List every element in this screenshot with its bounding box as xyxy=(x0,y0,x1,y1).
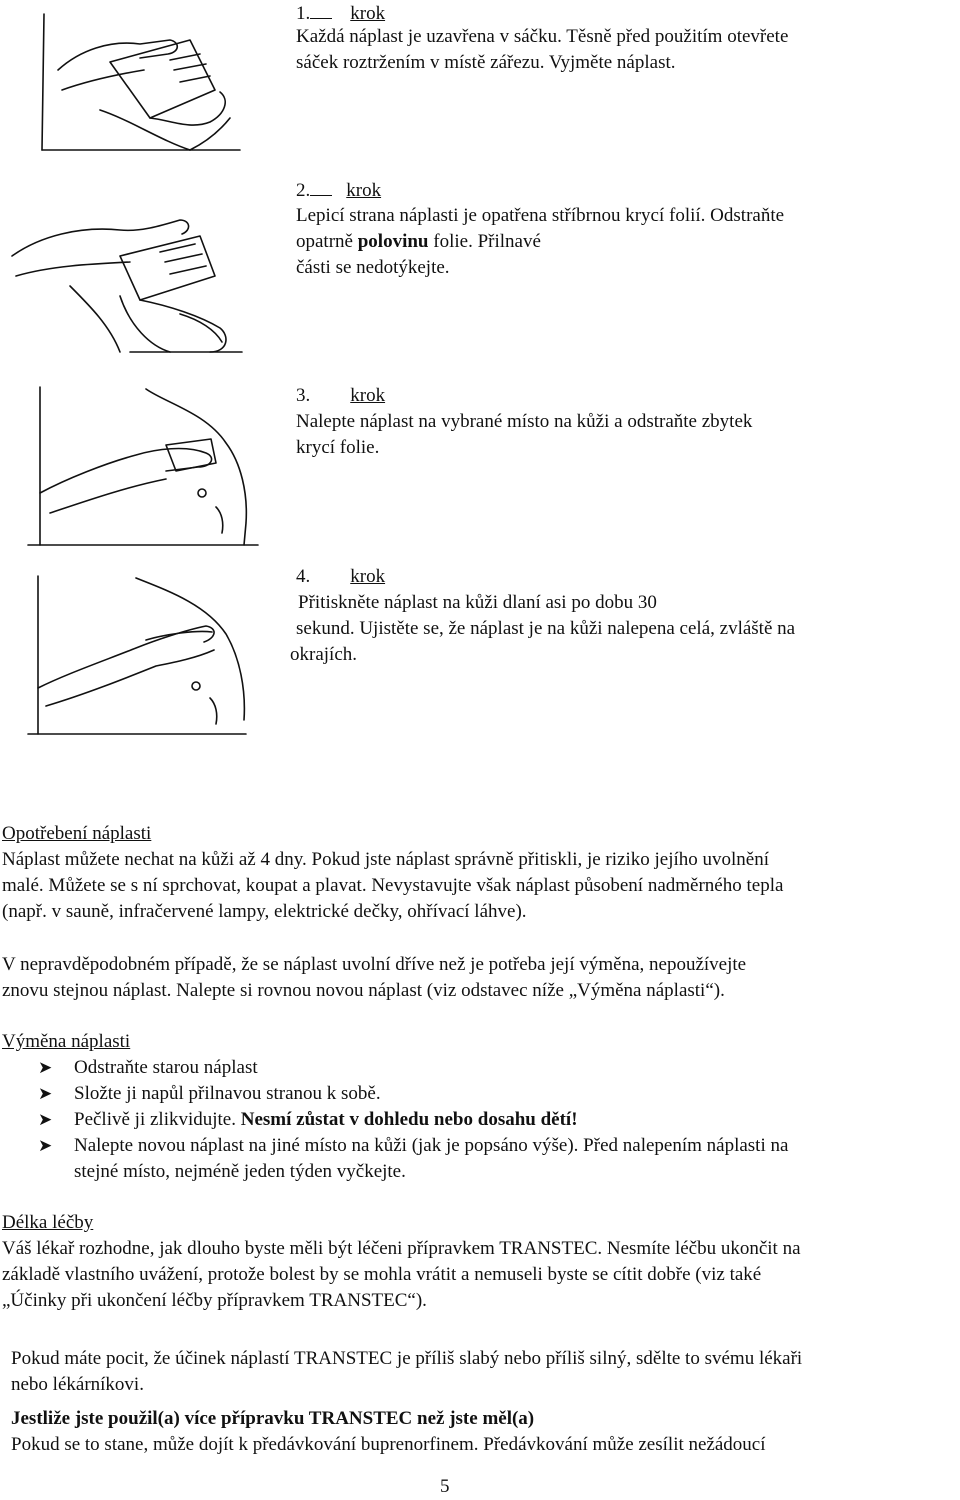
text-span: opatrně xyxy=(296,231,358,252)
step-4-header xyxy=(296,564,385,590)
section-heading: Výměna náplasti xyxy=(2,1031,131,1052)
step-1-line-2: sáček roztržením v místě zářezu. Vyjměte náplast. xyxy=(296,52,676,73)
page-number: 5 xyxy=(440,1476,450,1497)
arrowhead-bullet-icon: ➤ xyxy=(38,1136,53,1155)
step-2-header xyxy=(296,177,381,204)
step-3-line-2: krycí folie. xyxy=(296,437,380,458)
wearing-line-2: malé. Můžete se s ní sprchovat, koupat a plavat. Nevystavujte však náplast působení nadměrného tepla xyxy=(2,875,784,896)
hands-opening-sachet-illustration xyxy=(40,10,245,162)
wearing-line-1: Náplast můžete nechat na kůži až 4 dny. Pokud jste náplast správně přitiskli, je riziko jejího uvolnění xyxy=(2,849,770,870)
step-1-header xyxy=(296,0,385,27)
list-item xyxy=(2,1133,957,1185)
step-number: 3. xyxy=(296,385,311,406)
step-1-line-1: Každá náplast je uzavřena v sáčku. Těsně před použitím otevřete xyxy=(296,26,789,47)
strength-line-1: Pokud máte pocit, že účinek náplastí TRANSTEC je příliš slabý nebo příliš silný, sdělte to svému lékaři xyxy=(11,1348,803,1369)
emphasis-polovinu: polovinu xyxy=(357,231,429,252)
section-heading: Jestliže jste použil(a) více přípravku TRANSTEC než jste měl(a) xyxy=(11,1408,535,1429)
hands-peeling-foil-illustration xyxy=(10,196,245,364)
list-item xyxy=(2,1107,957,1133)
step-label: krok xyxy=(350,3,386,24)
loosening-line-2: znovu stejnou náplast. Nalepte si rovnou novou náplast (viz odstavec níže „Výměna náplasti“). xyxy=(2,980,725,1001)
warning-text: Nesmí zůstat v dohledu nebo dosahu dětí! xyxy=(240,1109,578,1130)
step-2-text xyxy=(296,203,916,281)
section-heading: Opotřebení náplasti xyxy=(2,823,152,844)
hand-applying-patch-chest-illustration xyxy=(26,383,262,549)
step-2-line-2 xyxy=(296,229,916,255)
step-3-text xyxy=(296,409,916,461)
step-label: krok xyxy=(350,385,386,406)
step-4-line-1: Přitiskněte náplast na kůži dlaní asi po dobu 30 xyxy=(298,592,657,613)
loosening-line-1: V nepravděpodobném případě, že se náplast uvolní dříve než je potřeba její výměna, nepoužívejte xyxy=(2,954,747,975)
step-4-text xyxy=(290,590,930,668)
overdose-line-1: Pokud se to stane, může dojít k předávkování buprenorfinem. Předávkování může zesílit nežádoucí xyxy=(11,1434,766,1455)
section-heading: Délka léčby xyxy=(2,1212,94,1233)
arrowhead-bullet-icon: ➤ xyxy=(38,1058,53,1077)
list-item xyxy=(2,1055,957,1081)
duration-line-2: základě vlastního uvážení, protože bolest by se mohla vrátit a nemuseli byste se cítit dobře (viz také xyxy=(2,1264,762,1285)
palm-pressing-patch-chest-illustration xyxy=(26,570,262,738)
step-label: krok xyxy=(350,566,386,587)
list-item-text-continued: stejné místo, nejméně jeden týden vyčkejte. xyxy=(74,1161,406,1182)
step-2-line-3: části se nedotýkejte. xyxy=(296,257,450,278)
strength-line-2: nebo lékárníkovi. xyxy=(11,1374,144,1395)
wearing-line-3: (např. v sauně, infračervené lampy, elektrické dečky, ohřívací láhve). xyxy=(2,901,527,922)
step-3-line-1: Nalepte náplast na vybrané místo na kůži a odstraňte zbytek xyxy=(296,411,753,432)
loosening-paragraph xyxy=(2,952,957,1004)
step-number: 2. xyxy=(296,180,311,201)
duration-section xyxy=(2,1210,957,1314)
list-item-text: Odstraňte starou náplast xyxy=(74,1057,258,1078)
arrowhead-bullet-icon: ➤ xyxy=(38,1084,53,1103)
step-label: krok xyxy=(346,180,382,201)
step-number: 1. xyxy=(296,3,311,24)
list-item xyxy=(2,1081,957,1107)
step-1-text xyxy=(296,24,916,76)
wearing-section xyxy=(2,821,957,925)
step-2-line-1: Lepicí strana náplasti je opatřena stříbrnou krycí folií. Odstraňte xyxy=(296,205,785,226)
step-4-line-2: sekund. Ujistěte se, že náplast je na kůži nalepena celá, zvláště na xyxy=(296,618,796,639)
replacement-list xyxy=(2,1055,957,1185)
list-item-text: Pečlivě ji zlikvidujte. xyxy=(74,1109,241,1130)
list-item-text: Nalepte novou náplast na jiné místo na kůži (jak je popsáno výše). Před nalepením náplasti na xyxy=(74,1135,789,1156)
overdose-section xyxy=(11,1406,956,1458)
step-3-header xyxy=(296,383,385,409)
duration-line-1: Váš lékař rozhodne, jak dlouho byste měli být léčeni přípravkem TRANSTEC. Nesmíte léčbu ukončit na xyxy=(2,1238,801,1259)
strength-paragraph xyxy=(11,1346,956,1398)
step-number: 4. xyxy=(296,566,311,587)
text-span: folie. Přilnavé xyxy=(428,231,541,252)
step-4-line-3: okrajích. xyxy=(290,644,358,665)
replacement-section xyxy=(2,1029,957,1185)
arrowhead-bullet-icon: ➤ xyxy=(38,1110,53,1129)
list-item-text: Složte ji napůl přilnavou stranou k sobě. xyxy=(74,1083,381,1104)
duration-line-3: „Účinky při ukončení léčby přípravkem TRANSTEC“). xyxy=(2,1290,427,1311)
